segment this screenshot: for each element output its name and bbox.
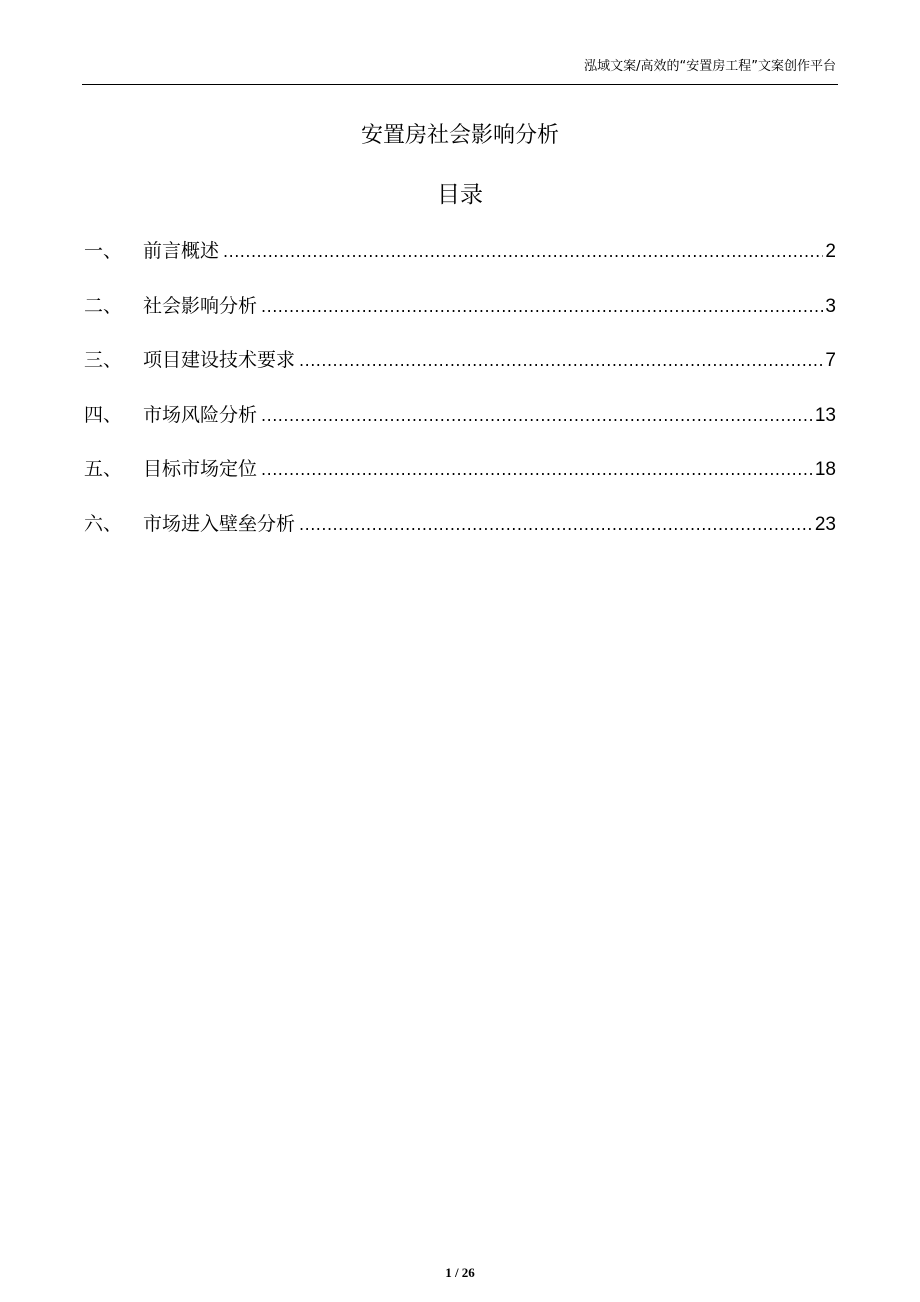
toc-entry-page: 7 — [825, 350, 836, 372]
toc-entry[interactable] — [84, 452, 836, 507]
toc-entry-title: 项目建设技术要求 — [143, 349, 296, 372]
toc-entry-page: 13 — [814, 404, 836, 426]
header-divider — [82, 84, 838, 85]
table-of-contents — [84, 234, 836, 562]
toc-dot-leader — [299, 508, 813, 542]
toc-entry[interactable] — [84, 507, 836, 562]
toc-heading: 目录 — [437, 182, 483, 208]
toc-entry-title: 前言概述 — [143, 240, 220, 262]
toc-entry[interactable] — [84, 234, 836, 289]
toc-entry-number: 一、 — [84, 240, 123, 262]
toc-entry-page: 23 — [814, 513, 836, 535]
toc-entry[interactable] — [84, 289, 836, 344]
toc-dot-leader — [261, 399, 813, 433]
toc-dot-leader — [261, 453, 813, 487]
page-number-footer: 1 / 26 — [445, 1265, 475, 1280]
toc-entry-title: 市场风险分析 — [143, 403, 258, 426]
toc-entry-page: 3 — [825, 295, 836, 317]
toc-entry-number: 三、 — [84, 349, 123, 372]
toc-entry-number: 四、 — [84, 403, 123, 426]
toc-entry-number: 二、 — [84, 294, 123, 317]
toc-entry[interactable] — [84, 398, 836, 453]
toc-entry-page: 18 — [814, 459, 836, 481]
page-header: 泓域文案/高效的“安置房工程”文案创作平台 — [584, 59, 836, 74]
toc-entry-number: 六、 — [84, 512, 123, 535]
toc-dot-leader — [261, 290, 823, 324]
toc-entry-title: 市场进入壁垒分析 — [143, 512, 296, 535]
toc-entry-page: 2 — [825, 241, 836, 262]
toc-entry-title: 目标市场定位 — [143, 458, 258, 481]
document-title: 安置房社会影响分析 — [360, 123, 559, 148]
toc-entry-number: 五、 — [84, 458, 123, 481]
toc-dot-leader — [223, 235, 823, 269]
toc-entry-title: 社会影响分析 — [143, 294, 258, 317]
toc-entry[interactable] — [84, 343, 836, 398]
toc-dot-leader — [299, 344, 823, 378]
